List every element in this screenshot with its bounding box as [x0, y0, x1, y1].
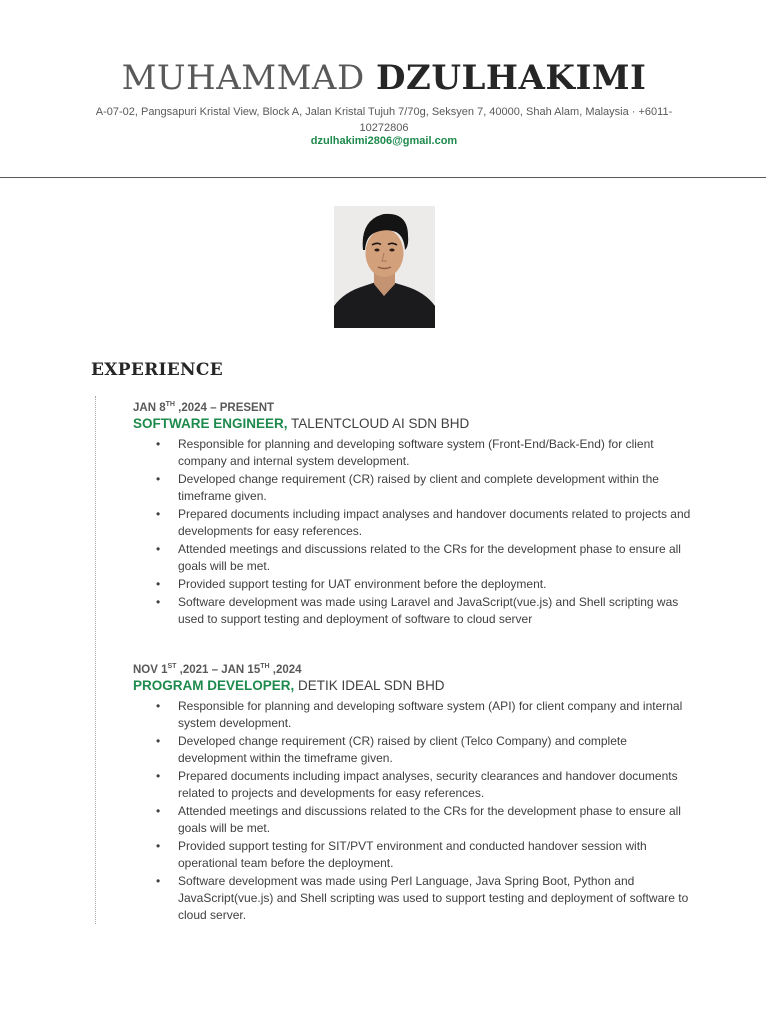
contact-address: A-07-02, Pangsapuri Kristal View, Block A, Jalan Kristal Tujuh 7/70g, Seksyen 7, 40000, Shah Alam, Malaysia · +6011-10272806: [95, 106, 673, 134]
candidate-name: [0, 58, 768, 98]
bullet-icon: •: [156, 874, 161, 888]
experience-heading: EXPERIENCE: [91, 360, 223, 380]
job-role: [133, 676, 693, 696]
bullet-icon: •: [156, 699, 161, 713]
list-item: • Software development was made using Perl Language, Java Spring Boot, Python and JavaScript(vue.js) and Shell scripting was used to support testing and deployment of software to cloud server.: [156, 874, 689, 922]
list-item: • Responsible for planning and developing software system (Front-End/Back-End) for client company and internal system development.: [156, 437, 654, 468]
list-item: • Developed change requirement (CR) raised by client (Telco Company) and complete development within the timeframe given.: [156, 734, 627, 765]
job-company: DETIK IDEAL SDN BHD: [294, 678, 445, 693]
bullet-icon: •: [156, 839, 161, 853]
list-item: • Provided support testing for SIT/PVT environment and conducted handover session with operational team before the deployment.: [156, 839, 647, 870]
bullet-icon: •: [156, 507, 161, 521]
job-title: PROGRAM DEVELOPER,: [133, 678, 295, 693]
first-name: MUHAMMAD: [121, 58, 365, 98]
job-responsibilities: [133, 436, 693, 628]
job-date: NOV 1ST ,2021 – JAN 15TH ,2024: [133, 663, 302, 676]
job-company: TALENTCLOUD AI SDN BHD: [287, 416, 470, 431]
bullet-icon: •: [156, 437, 161, 451]
contact-email[interactable]: dzulhakimi2806@gmail.com: [310, 135, 458, 147]
bullet-icon: •: [156, 804, 161, 818]
list-item: • Developed change requirement (CR) raised by client and complete development within the timeframe given.: [156, 472, 659, 503]
profile-photo: [334, 206, 435, 328]
job-date: JAN 8TH ,2024 – PRESENT: [133, 401, 275, 414]
job-title: SOFTWARE ENGINEER,: [133, 416, 288, 431]
list-item: • Software development was made using Laravel and JavaScript(vue.js) and Shell scripting was used to support testing and deployment of software to cloud server: [156, 595, 679, 626]
list-item: • Provided support testing for UAT environment before the deployment.: [156, 577, 547, 591]
bullet-icon: •: [156, 577, 161, 591]
timeline-line: [95, 396, 96, 924]
list-item: • Responsible for planning and developing software system (API) for client company and internal system development.: [156, 699, 683, 730]
list-item: • Prepared documents including impact analyses, security clearances and handover documents related to projects and developments for easy references.: [156, 769, 678, 800]
bullet-icon: •: [156, 734, 161, 748]
job-entry: [133, 396, 693, 629]
job-role: [133, 414, 693, 434]
bullet-icon: •: [156, 595, 161, 609]
list-item: • Attended meetings and discussions related to the CRs for the development phase to ensure all goals will be met.: [156, 804, 681, 835]
bullet-icon: •: [156, 542, 161, 556]
list-item: • Attended meetings and discussions related to the CRs for the development phase to ensure all goals will be met.: [156, 542, 681, 573]
last-name: DZULHAKIMI: [376, 58, 647, 98]
header-divider: [0, 177, 766, 178]
bullet-icon: •: [156, 769, 161, 783]
job-responsibilities: [133, 698, 693, 924]
list-item: • Prepared documents including impact analyses and handover documents related to projects and developments for easy references.: [156, 507, 691, 538]
bullet-icon: •: [156, 472, 161, 486]
job-entry: [133, 658, 693, 925]
